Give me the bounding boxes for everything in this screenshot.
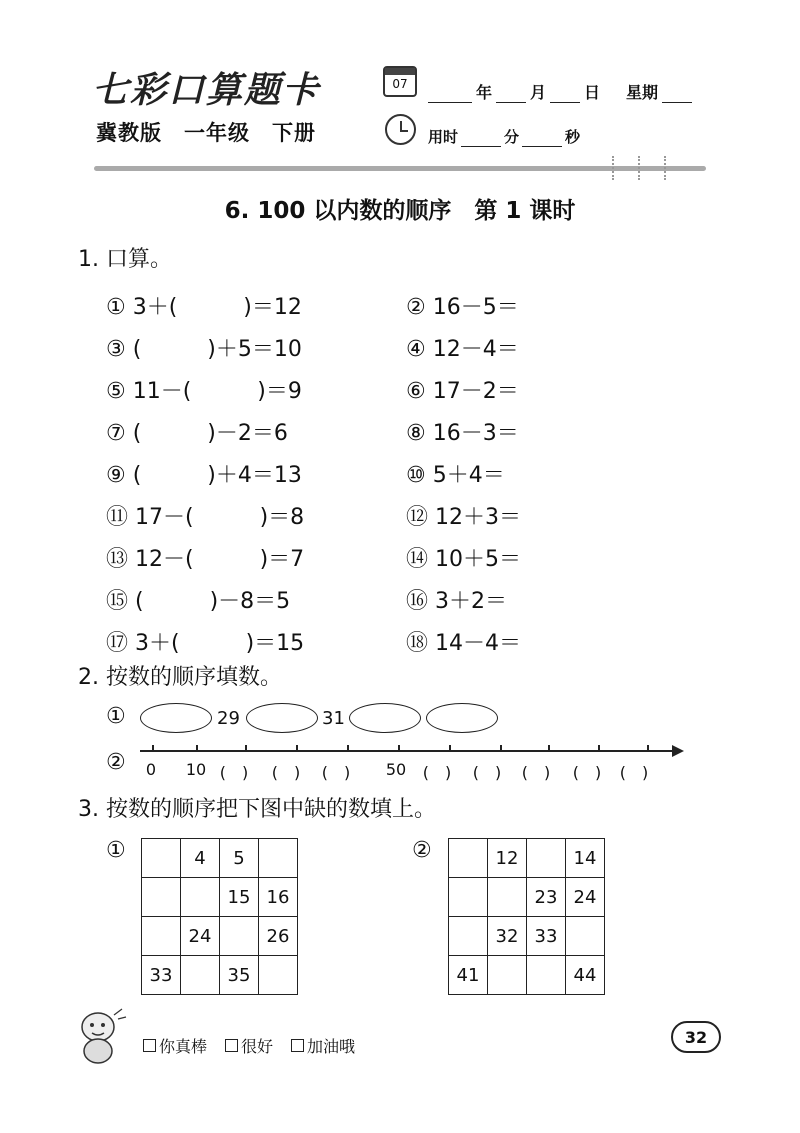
grid-cell[interactable] — [449, 839, 488, 878]
problem-row — [106, 410, 566, 452]
grid-cell: 35 — [220, 956, 259, 995]
year-blank[interactable] — [428, 87, 472, 103]
grid-cell: 24 — [566, 878, 605, 917]
section-2-title: 2. 按数的顺序填数。 — [78, 665, 282, 690]
problem[interactable]: ⑬ 12－( )＝7 — [106, 546, 305, 572]
divider-decoration — [664, 156, 666, 180]
problem-row — [106, 368, 566, 410]
checkbox[interactable] — [225, 1039, 238, 1052]
divider-decoration — [638, 156, 640, 180]
grid-cell: 32 — [488, 917, 527, 956]
number-grid-1 — [141, 838, 298, 995]
number-line-axis — [140, 750, 675, 752]
clock-icon — [385, 114, 416, 145]
arrow-right-icon — [672, 745, 684, 757]
grid-cell[interactable] — [142, 878, 181, 917]
number-line-label: 10 — [185, 760, 207, 779]
number-line-tick — [152, 745, 154, 752]
answer-oval[interactable] — [426, 703, 498, 733]
grid-cell[interactable] — [181, 956, 220, 995]
seconds-blank[interactable] — [522, 131, 562, 147]
grid-cell: 33 — [142, 956, 181, 995]
lesson-title: 6. 100 以内数的顺序 第 1 课时 — [224, 198, 576, 224]
grid-row — [449, 917, 605, 956]
number-line-tick — [398, 745, 400, 752]
number-line-label[interactable]: ( ) — [321, 763, 351, 782]
number-line-tick — [296, 745, 298, 752]
number-line-label[interactable]: ( ) — [422, 763, 452, 782]
section-3-title: 3. 按数的顺序把下图中缺的数填上。 — [78, 797, 436, 822]
number-line-tick — [347, 745, 349, 752]
day-label: 日 — [584, 83, 601, 102]
grid-cell: 4 — [181, 839, 220, 878]
grid-cell: 23 — [527, 878, 566, 917]
item-1-mark: ① — [106, 704, 126, 729]
problem[interactable]: ② 16－5＝ — [406, 294, 519, 320]
mascot-icon — [70, 1005, 128, 1065]
grid-cell[interactable] — [527, 839, 566, 878]
divider-decoration — [612, 156, 614, 180]
grid-cell[interactable] — [142, 839, 181, 878]
grid-cell[interactable] — [527, 956, 566, 995]
number-line-label[interactable]: ( ) — [619, 763, 649, 782]
checkbox[interactable] — [291, 1039, 304, 1052]
number-line-label[interactable]: ( ) — [521, 763, 551, 782]
problem[interactable]: ⑪ 17－( )＝8 — [106, 504, 305, 530]
item-2-mark: ② — [106, 750, 126, 775]
minutes-blank[interactable] — [461, 131, 501, 147]
time-used-label: 用时 — [428, 128, 459, 146]
rating-option[interactable] — [143, 1034, 207, 1057]
day-blank[interactable] — [550, 87, 580, 103]
number-line-tick — [548, 745, 550, 752]
problem[interactable]: ④ 12－4＝ — [406, 336, 519, 362]
grid-cell[interactable] — [181, 878, 220, 917]
grid-1-mark: ① — [106, 838, 126, 863]
problem-row — [106, 452, 566, 494]
oral-arithmetic-list — [106, 284, 566, 662]
month-label: 月 — [530, 83, 547, 102]
grid-cell[interactable] — [220, 917, 259, 956]
answer-oval[interactable] — [246, 703, 318, 733]
problem[interactable]: ⑰ 3＋( )＝15 — [106, 630, 305, 656]
grid-cell: 24 — [181, 917, 220, 956]
weekday-blank[interactable] — [662, 87, 692, 103]
grid-cell: 44 — [566, 956, 605, 995]
rating-label: 很好 — [241, 1037, 274, 1056]
problem-row — [106, 578, 566, 620]
grid-cell[interactable] — [488, 878, 527, 917]
date-fields — [428, 80, 692, 103]
rating-label: 加油哦 — [307, 1037, 356, 1056]
grid-cell[interactable] — [259, 956, 298, 995]
problem[interactable]: ⑥ 17－2＝ — [406, 378, 519, 404]
seconds-label: 秒 — [565, 128, 581, 146]
problem-row — [106, 326, 566, 368]
grid-cell[interactable] — [566, 917, 605, 956]
rating-option[interactable] — [225, 1034, 273, 1057]
section-1-title: 1. 口算。 — [78, 247, 172, 272]
problem[interactable]: ⑩ 5＋4＝ — [406, 462, 505, 488]
number-line-tick — [647, 745, 649, 752]
grid-cell: 41 — [449, 956, 488, 995]
number-line-tick — [449, 745, 451, 752]
grid-cell: 26 — [259, 917, 298, 956]
problem[interactable]: ⑱ 14－4＝ — [406, 630, 521, 656]
brand-title: 七彩口算题卡 — [92, 69, 321, 111]
calendar-number: 07 — [392, 77, 408, 91]
grid-cell[interactable] — [142, 917, 181, 956]
number-line-label[interactable]: ( ) — [572, 763, 602, 782]
problem[interactable]: ⑭ 10＋5＝ — [406, 546, 521, 572]
sequence-number: 31 — [322, 708, 345, 729]
header-divider — [94, 166, 706, 171]
grid-cell: 15 — [220, 878, 259, 917]
problem[interactable]: ⑫ 12＋3＝ — [406, 504, 521, 530]
minutes-label: 分 — [504, 128, 520, 146]
month-blank[interactable] — [496, 87, 526, 103]
grid-row — [449, 956, 605, 995]
number-line-label[interactable]: ( ) — [472, 763, 502, 782]
problem[interactable]: ① 3＋( )＝12 — [106, 294, 302, 320]
problem[interactable]: ③ ( )＋5＝10 — [106, 336, 302, 362]
answer-oval[interactable] — [140, 703, 212, 733]
grid-2-mark: ② — [412, 838, 432, 863]
problem-row — [106, 494, 566, 536]
grid-cell[interactable] — [449, 878, 488, 917]
answer-oval[interactable] — [349, 703, 421, 733]
grid-cell[interactable] — [259, 839, 298, 878]
grid-cell: 5 — [220, 839, 259, 878]
number-line-tick — [598, 745, 600, 752]
grid-cell[interactable] — [488, 956, 527, 995]
grid-cell[interactable] — [449, 917, 488, 956]
grid-row — [449, 878, 605, 917]
rating-option[interactable] — [291, 1034, 355, 1057]
number-line-label: 50 — [385, 760, 407, 779]
grid-cell: 33 — [527, 917, 566, 956]
grid-cell: 16 — [259, 878, 298, 917]
self-rating — [143, 1034, 355, 1057]
number-grid-2 — [448, 838, 605, 995]
grid-row — [142, 917, 298, 956]
grid-row — [449, 839, 605, 878]
problem[interactable]: ⑯ 3＋2＝ — [406, 588, 507, 614]
number-line-tick — [500, 745, 502, 752]
number-line-label: 0 — [145, 760, 157, 779]
problem[interactable]: ⑨ ( )＋4＝13 — [106, 462, 302, 488]
year-label: 年 — [476, 83, 493, 102]
page-number: 32 — [671, 1021, 721, 1053]
problem[interactable]: ⑧ 16－3＝ — [406, 420, 519, 446]
problem-row — [106, 536, 566, 578]
sequence-number: 29 — [217, 708, 240, 729]
problem[interactable]: ⑤ 11－( )＝9 — [106, 378, 302, 404]
checkbox[interactable] — [143, 1039, 156, 1052]
problem-row — [106, 284, 566, 326]
number-line-label[interactable]: ( ) — [219, 763, 249, 782]
grid-row — [142, 956, 298, 995]
weekday-label: 星期 — [626, 83, 659, 102]
problem-row — [106, 620, 566, 662]
grid-row — [142, 839, 298, 878]
grid-cell: 14 — [566, 839, 605, 878]
number-line-tick — [245, 745, 247, 752]
problem[interactable]: ⑦ ( )－2＝6 — [106, 420, 288, 446]
grid-row — [142, 878, 298, 917]
edition-label: 冀教版 一年级 下册 — [96, 121, 316, 145]
problem[interactable]: ⑮ ( )－8＝5 — [106, 588, 291, 614]
rating-label: 你真棒 — [159, 1037, 208, 1056]
time-fields — [428, 126, 580, 147]
number-line-tick — [196, 745, 198, 752]
grid-cell: 12 — [488, 839, 527, 878]
calendar-icon — [383, 66, 417, 97]
number-line-label[interactable]: ( ) — [271, 763, 301, 782]
